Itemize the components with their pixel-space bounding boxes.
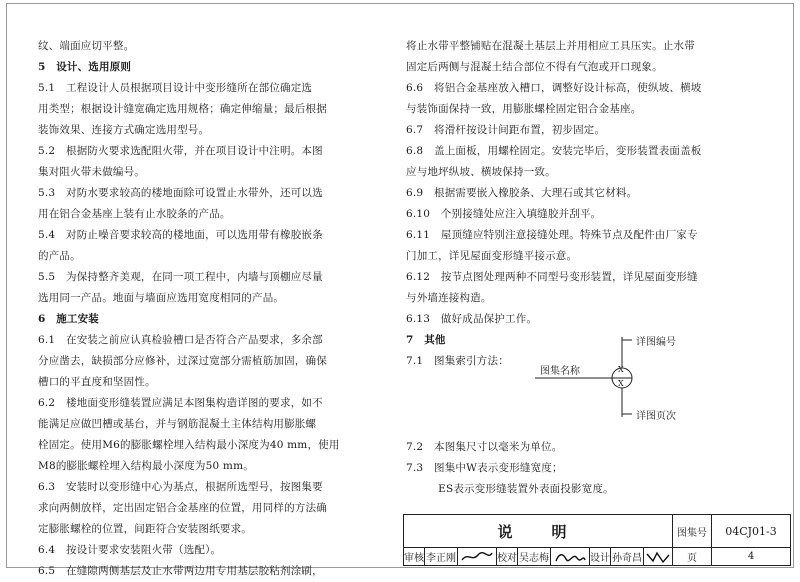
- right-text-column-bottom: [406, 437, 776, 500]
- page-number: 4: [711, 547, 791, 566]
- text-line: 求向两侧放样，定出固定铝合金基座的位置，用同样的方法确: [38, 502, 327, 514]
- text-line: 5.1 工程设计人员根据项目设计中变形缝所在部位确定选: [38, 82, 313, 94]
- reviewer-name: 李正刚: [424, 547, 458, 566]
- text-line: 与装饰面保持一致，用膨胀螺栓固定铝合金基座。: [406, 103, 642, 115]
- designer-signature: [643, 547, 673, 566]
- check-label: 校对: [496, 547, 518, 566]
- detail-number-label: 详图编号: [636, 337, 676, 348]
- text-line: 6.1 在安装之前应认真检验槽口是否符合产品要求，多余部: [38, 334, 323, 346]
- text-line: 6.6 将铝合金基座放入槽口，调整好设计标高，使纵坡、横坡: [406, 82, 702, 94]
- text-line: 定膨胀螺栓的位置，间距符合安装图纸要求。: [38, 523, 252, 535]
- text-line: 6.11 屋顶缝应特别注意接缝处理。特殊节点及配件由厂家专: [406, 229, 698, 241]
- circle-top-mark: X: [618, 365, 624, 374]
- left-text-column: [38, 36, 393, 582]
- text-line: 5.2 根据防火要求选配阻火带，并在项目设计中注明。本图: [38, 145, 323, 157]
- text-line: 6.9 根据需要嵌入橡胶条、大理石或其它材料。: [406, 187, 638, 199]
- text-line: 门加工，详见屋面变形缝平接示意。: [406, 250, 578, 262]
- section-heading: 5 设计、选用原则: [38, 61, 132, 73]
- index-method-diagram: [530, 335, 710, 430]
- text-line: 6.4 按设计要求安装阻火带（选配）。: [38, 544, 222, 556]
- reviewer-signature: [457, 547, 497, 566]
- sheet-title: 说 明: [403, 514, 673, 548]
- section-heading: 7 其他: [406, 334, 446, 346]
- text-line: 槽口的平直度和坚固性。: [38, 376, 156, 388]
- text-line: 7.1 图集索引方法：: [406, 355, 509, 367]
- design-label: 设计: [589, 547, 611, 566]
- checker-name: 吴志梅: [517, 547, 551, 566]
- text-line: 6.13 做好成品保护工作。: [406, 313, 538, 325]
- text-line: 的产品。: [38, 250, 81, 262]
- detail-page-label: 详图页次: [636, 411, 676, 422]
- text-line: 栓固定。使用M6的膨胀螺栓埋入结构最小深度为40 mm，使用: [38, 439, 340, 451]
- page-label: 页: [672, 547, 712, 566]
- text-line: 用类型；根据设计缝宽确定选用规格；确定伸缩量；最后根据: [38, 103, 327, 115]
- text-line: 选用同一产品。地面与墙面应选用宽度相同的产品。: [38, 292, 285, 304]
- text-line: ES表示变形缝装置外表面投影宽度。: [406, 483, 614, 495]
- text-line: 6.3 安装时以变形缝中心为基点，根据所选型号，按图集要: [38, 481, 323, 493]
- circle-bottom-mark: X: [618, 379, 624, 388]
- title-block: [403, 514, 791, 566]
- text-line: 6.5 在缝隙两侧基层及止水带两边用专用基层胶粘剂涂刷，: [38, 565, 323, 577]
- text-line: 应与地坪纵坡、横坡保持一致。: [406, 166, 556, 178]
- text-line: 5.4 对防止噪音要求较高的楼地面，可以选用带有橡胶嵌条: [38, 229, 323, 241]
- text-line: 6.7 将滑杆按设计间距布置，初步固定。: [406, 124, 606, 136]
- atlas-no: 04CJ01-3: [711, 514, 791, 548]
- text-line: 纹、端面应切平整。: [38, 40, 135, 52]
- text-line: 6.10 个别接缝处应注入填缝胶并刮平。: [406, 208, 602, 220]
- text-line: M8的膨胀螺栓埋入结构最小深度为50 mm。: [38, 460, 254, 472]
- text-line: 7.2 本图集尺寸以毫米为单位。: [406, 441, 563, 453]
- text-line: 6.12 按节点图处理两种不同型号变形装置，详见屋面变形缝: [406, 271, 698, 283]
- text-line: 6.8 盖上面板，用螺栓固定。安装完毕后，变形装置表面盖板: [406, 145, 702, 157]
- text-line: 分应凿去，缺损部分应修补，过深过宽部分需植筋加固，确保: [38, 355, 327, 367]
- text-line: 固定后两侧与混凝土结合部位不得有气泡或开口现象。: [406, 61, 663, 73]
- text-line: 用在铝合金基座上装有止水胶条的产品。: [38, 208, 231, 220]
- text-line: 与外墙连接构造。: [406, 292, 492, 304]
- text-line: 将止水带平整铺贴在混凝土基层上并用相应工具压实。止水带: [406, 40, 695, 52]
- checker-signature: [550, 547, 590, 566]
- text-line: 集对阻火带未做编号。: [38, 166, 145, 178]
- text-line: 能满足应做凹槽或基台，并与钢筋混凝土主体结构用膨胀螺: [38, 418, 317, 430]
- review-label: 审核: [403, 547, 425, 566]
- section-heading: 6 施工安装: [38, 313, 100, 325]
- atlas-name-label: 图集名称: [540, 366, 580, 377]
- atlas-no-label: 图集号: [672, 514, 712, 548]
- right-text-column: [406, 36, 776, 372]
- designer-name: 孙奇昌: [610, 547, 644, 566]
- text-line: 7.3 图集中W表示变形缝宽度；: [406, 462, 563, 474]
- text-line: 6.2 楼地面变形缝装置应满足本图集构造详图的要求，如不: [38, 397, 323, 409]
- text-line: 5.3 对防水要求较高的楼地面除可设置止水带外，还可以选: [38, 187, 323, 199]
- text-line: 装饰效果、连接方式确定选用型号。: [38, 124, 210, 136]
- text-line: 5.5 为保持整齐美观，在同一项工程中，内墙与顶棚应尽量: [38, 271, 323, 283]
